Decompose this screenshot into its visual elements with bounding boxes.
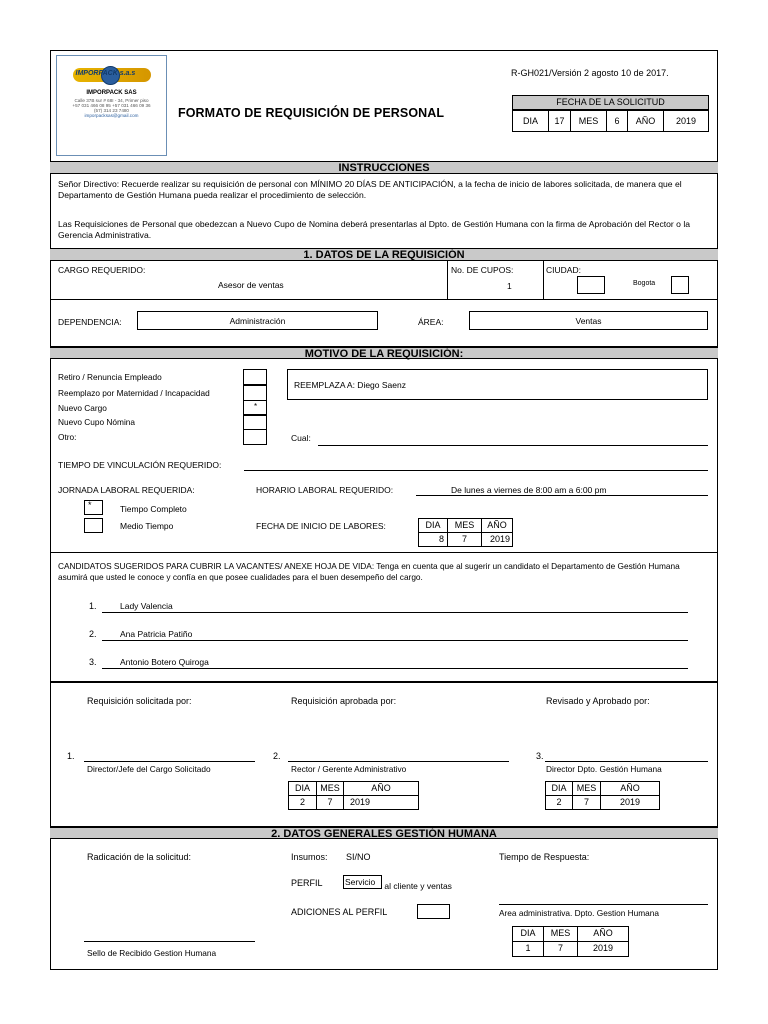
horario-label: HORARIO LABORAL REQUERIDO:: [256, 485, 394, 495]
tiempo-respuesta-label: Tiempo de Respuesta:: [499, 852, 590, 862]
cupos-label: No. DE CUPOS:: [451, 265, 514, 275]
dependencia-label: DEPENDENCIA:: [58, 317, 122, 327]
g-mes-label: MES: [543, 926, 578, 942]
g-ano-value[interactable]: 2019: [577, 941, 629, 957]
motivo-option-checkbox[interactable]: [243, 369, 267, 385]
medio-tiempo-checkbox[interactable]: [84, 518, 103, 533]
dependencia-value: Administración: [229, 316, 286, 326]
dependencia-field[interactable]: [137, 311, 378, 330]
horario-value[interactable]: De lunes a viernes de 8:00 am a 6:00 pm: [451, 485, 607, 495]
g-ano-label: AÑO: [577, 926, 629, 942]
area-value: Ventas: [575, 316, 602, 326]
cargo-value[interactable]: Asesor de ventas: [218, 280, 284, 290]
motivo-option-label: Retiro / Renuncia Empleado: [58, 372, 162, 382]
company-phones: +57 031 466 08 95 +57 031 466 09 36: [72, 103, 151, 108]
company-phone2: (57) 314 23 7480: [94, 108, 129, 113]
ciudad-value: Bogota: [633, 280, 656, 287]
fecha-solicitud-label: FECHA DE LA SOLICITUD: [512, 95, 709, 110]
firma-1-number: 1.: [67, 751, 75, 761]
motivo-option-label: Otro:: [58, 432, 77, 442]
f3-dia-label: DIA: [545, 781, 573, 796]
candidato-number: 1.: [89, 601, 97, 611]
g-mes-value[interactable]: 7: [543, 941, 578, 957]
fecha-ano-value[interactable]: 2019: [663, 110, 709, 132]
f2-ano-label: AÑO: [343, 781, 419, 796]
ciudad-divider: [543, 261, 544, 299]
tiempo-completo-label: Tiempo Completo: [120, 504, 187, 514]
fecha-ano-label: AÑO: [627, 110, 664, 132]
firma-3-line[interactable]: [545, 761, 708, 762]
area-field[interactable]: [469, 311, 708, 330]
motivo-option-checkbox[interactable]: [243, 385, 267, 401]
company-address: Calle 37B sur # 68I - 34, Primer piso: [74, 98, 149, 103]
firma-2-line[interactable]: [288, 761, 509, 762]
instrucciones-p1: Señor Directivo: Recuerde realizar su requisición de personal con MÍNIMO 20 DÍAS DE ANTICIPACIÓN, a la fecha de inicio de labores solicitada, de manera que el Departamento de Gestión Humana pueda realizar el procedimiento de selección.: [58, 179, 682, 200]
candidato-line: [102, 668, 688, 669]
fi-ano-value[interactable]: 2019: [481, 532, 513, 547]
firma-1-rol: Director/Jefe del Cargo Solicitado: [87, 764, 211, 774]
motivo-bottom-divider: [50, 552, 718, 553]
sello-label: Sello de Recibido Gestion Humana: [87, 948, 217, 958]
fecha-mes-value[interactable]: 6: [606, 110, 628, 132]
fecha-dia-value[interactable]: 17: [548, 110, 571, 132]
firma-3-rol: Director Dpto. Gestión Humana: [546, 764, 662, 774]
cual-label: Cual:: [291, 433, 311, 443]
tiempo-vinculacion-label: TIEMPO DE VINCULACIÓN REQUERIDO:: [58, 460, 222, 470]
motivo-heading: MOTIVO DE LA REQUISICIÓN:: [50, 346, 718, 359]
aprobada-label: Requisición aprobada por:: [291, 696, 397, 706]
fi-mes-value[interactable]: 7: [447, 532, 482, 547]
g-dia-value[interactable]: 1: [512, 941, 544, 957]
company-logo: [73, 68, 151, 82]
gestion-heading: 2. DATOS GENERALES GESTIÓN HUMANA: [50, 826, 718, 839]
reemplaza-field[interactable]: [287, 369, 708, 400]
fi-dia-label: DIA: [418, 518, 448, 533]
company-name: IMPORPACK SAS: [86, 90, 137, 96]
fi-dia-value[interactable]: 8: [418, 532, 448, 547]
cual-line[interactable]: [318, 445, 708, 446]
f3-ano-value[interactable]: 2019: [600, 795, 660, 810]
f2-mes-label: MES: [316, 781, 344, 796]
area-text: Area administrativa. Dpto. Gestion Humana: [499, 908, 660, 918]
fecha-mes-label: MES: [570, 110, 607, 132]
motivo-option-mark: *: [254, 402, 258, 411]
f3-mes-label: MES: [572, 781, 601, 796]
datos-heading: 1. DATOS DE LA REQUISICIÓN: [50, 248, 718, 261]
ciudad-checkbox-2[interactable]: [671, 276, 689, 294]
motivo-option-checkbox[interactable]: [243, 429, 267, 445]
firma-1-line[interactable]: [84, 761, 255, 762]
candidato-line: [102, 640, 688, 641]
adiciones-field[interactable]: [417, 904, 450, 919]
motivo-option-checkbox[interactable]: [243, 414, 267, 430]
candidato-name[interactable]: Ana Patricia Patiño: [120, 629, 193, 639]
logo-box: [56, 55, 167, 156]
perfil-boxed: Servicio: [343, 875, 382, 889]
datos-row-divider: [50, 299, 718, 300]
jornada-label: JORNADA LABORAL REQUERIDA:: [58, 485, 195, 495]
ciudad-checkbox-1[interactable]: [577, 276, 605, 294]
f3-mes-value[interactable]: 7: [572, 795, 601, 810]
form-version: R-GH021/Versión 2 agosto 10 de 2017.: [511, 68, 669, 78]
f2-dia-value[interactable]: 2: [288, 795, 317, 810]
form-title: FORMATO DE REQUISICIÓN DE PERSONAL: [178, 106, 445, 120]
firma-3-number: 3.: [536, 751, 544, 761]
motivo-option-label: Nuevo Cupo Nómina: [58, 417, 136, 427]
company-email: imporpacksas@gmail.com: [84, 113, 139, 118]
insumos-label: Insumos:: [291, 852, 328, 862]
perfil-label: PERFIL: [291, 878, 323, 888]
revisado-label: Revisado y Aprobado por:: [546, 696, 650, 706]
perfil-value[interactable]: [343, 875, 452, 891]
candidato-name[interactable]: Lady Valencia: [120, 601, 173, 611]
f3-ano-label: AÑO: [600, 781, 660, 796]
firma-2-number: 2.: [273, 751, 281, 761]
medio-tiempo-label: Medio Tiempo: [120, 521, 174, 531]
tiempo-completo-mark: *: [88, 500, 92, 510]
logo-text: IMPORPACK s.a.s: [75, 70, 136, 77]
horario-line: [416, 495, 708, 496]
fi-mes-label: MES: [447, 518, 482, 533]
f2-dia-label: DIA: [288, 781, 317, 796]
cupos-value[interactable]: 1: [507, 281, 512, 291]
candidato-name[interactable]: Antonio Botero Quiroga: [120, 657, 209, 667]
instrucciones-heading: INSTRUCCIONES: [50, 161, 718, 174]
f2-mes-value[interactable]: 7: [316, 795, 344, 810]
fecha-dia-label: DIA: [512, 110, 549, 132]
radicacion-label: Radicación de la solicitud:: [87, 852, 192, 862]
tiempo-completo-checkbox[interactable]: [84, 500, 103, 515]
solicitada-label: Requisición solicitada por:: [87, 696, 192, 706]
motivo-option-label: Nuevo Cargo: [58, 403, 107, 413]
tiempo-vinculacion-line[interactable]: [244, 470, 708, 471]
area-label: ÁREA:: [418, 317, 444, 327]
firma-2-rol: Rector / Gerente Administrativo: [291, 764, 407, 774]
candidato-number: 3.: [89, 657, 97, 667]
reemplaza-value: REEMPLAZA A: Diego Saenz: [294, 380, 406, 390]
fi-ano-label: AÑO: [481, 518, 513, 533]
instrucciones-p2: Las Requisiciones de Personal que obedezcan a Nuevo Cupo de Nomina deberá presentarlas al Dpto. de Gestión Humana con la firma de Aprobación del Rector o la Gerencia Administrativa.: [58, 219, 691, 240]
cupos-divider: [447, 261, 448, 299]
candidatos-intro: CANDIDATOS SUGERIDOS PARA CUBRIR LA VACANTES/ ANEXE HOJA DE VIDA: Tenga en cuenta que al sugerir un candidato el Departamento de Gestión Humana asumirá que usted le conoce y confía en que posee cualidades para el buen desempeño del cargo.: [58, 561, 680, 582]
cargo-label: CARGO REQUERIDO:: [58, 265, 146, 275]
candidato-line: [102, 612, 688, 613]
candidatos-bottom-divider: [50, 681, 718, 683]
f3-dia-value[interactable]: 2: [545, 795, 573, 810]
insumos-value[interactable]: SI/NO: [346, 852, 371, 862]
candidato-number: 2.: [89, 629, 97, 639]
f2-ano-value[interactable]: 2019: [343, 795, 419, 810]
g-dia-label: DIA: [512, 926, 544, 942]
area-line: [499, 904, 708, 905]
perfil-rest: al cliente y ventas: [382, 881, 452, 891]
sello-line[interactable]: [84, 941, 255, 942]
adiciones-label: ADICIONES AL PERFIL: [291, 907, 388, 917]
ciudad-label: CIUDAD:: [546, 265, 581, 275]
motivo-option-label: Reemplazo por Maternidad / Incapacidad: [58, 388, 210, 398]
fecha-inicio-label: FECHA DE INICIO DE LABORES:: [256, 521, 386, 531]
